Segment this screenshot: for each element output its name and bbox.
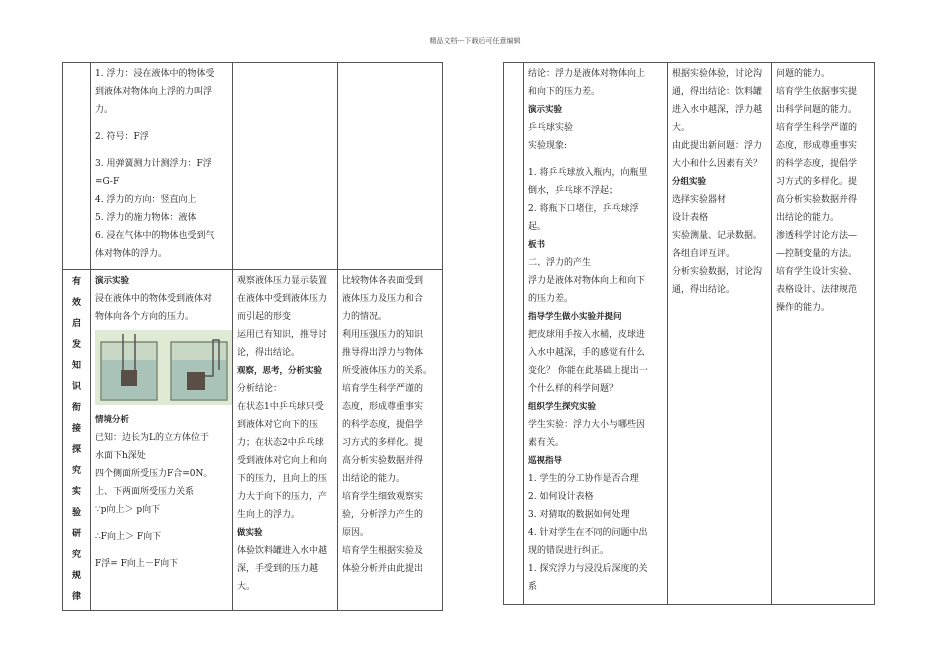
design-intent-cell: [772, 63, 875, 605]
text-line: 大。: [672, 123, 691, 133]
text-line: ∴F向上＞ F向下: [95, 532, 162, 542]
text-line: 各组自评互评。: [672, 249, 736, 259]
text-line: 3. 用弹簧测力计测浮力：F浮: [95, 159, 212, 169]
design-intent-cell: [338, 270, 443, 611]
text-line: 操作的能力。: [776, 303, 831, 313]
lesson-table-left: [62, 62, 443, 611]
text-line: 而引起的形变: [237, 312, 292, 322]
text-line: 浮力是液体对物体向上和向下: [528, 276, 646, 286]
text-line: 板书: [528, 240, 546, 250]
text-line: 1. 学生的分工协作是否合理: [528, 474, 639, 484]
text-line: 大小和什么因素有关？: [672, 159, 763, 169]
text-line: 培育学生根据实验及: [342, 546, 424, 556]
text-line: 现的错误进行纠正。: [528, 546, 610, 556]
text-line: 培育学生科学严谨的: [776, 123, 858, 133]
text-line: 高分析实验数据并得: [342, 456, 424, 466]
experiment-illustration: [95, 330, 233, 405]
text-line: 力的情况。: [342, 312, 388, 322]
text-line: 渗透科学讨论方法—: [776, 231, 858, 241]
text-line: 6. 浸在气体中的物体也受到气: [95, 231, 215, 241]
text-line: 究: [71, 550, 81, 560]
text-line: 4. 浮力的方向：竖直向上: [95, 195, 197, 205]
text-line: F浮= F向上－F向下: [95, 559, 179, 569]
text-line: [95, 146, 228, 155]
text-line: 的科学态度，提倡学: [342, 420, 424, 430]
text-line: 演示实验: [528, 105, 563, 115]
text-line: 演示实验: [95, 276, 130, 286]
text-line: 上、下两面所受压力关系: [95, 487, 195, 497]
text-line: 下的压力，且向上的压: [237, 474, 328, 484]
text-line: 论，得出结论。: [237, 348, 301, 358]
text-line: 浸在液体中的物体受到液体对: [95, 294, 213, 304]
text-line: 原因。: [342, 528, 370, 538]
text-line: 律: [71, 592, 81, 602]
text-line: 到液体对物体向上浮的力叫浮: [95, 87, 213, 97]
empty-cell: [233, 63, 338, 270]
text-line: 培育学生设计实验、: [776, 267, 858, 277]
text-line: 问题的能力。: [776, 69, 831, 79]
text-line: 1. 探究浮力与浸没后深度的关: [528, 564, 648, 574]
text-line: 2. 如何设计表格: [528, 492, 594, 502]
text-line: 习方式的多样化。提: [776, 177, 858, 187]
text-line: 素有关。: [528, 438, 565, 448]
side-cell-empty: [504, 63, 524, 605]
text-line: 研: [71, 529, 81, 539]
text-line: 培育学生科学严谨的: [342, 384, 424, 394]
text-line: 大。: [237, 582, 256, 592]
text-line: 接: [71, 424, 81, 434]
text-line: [95, 119, 228, 128]
text-line: 的科学态度，提倡学: [776, 159, 858, 169]
text-line: 实: [71, 487, 81, 497]
text-line: 观察液体压力显示装置: [237, 276, 328, 286]
text-line: 指导学生做小实验并提问: [528, 312, 622, 322]
text-line: 四个侧面所受压力F合=0N。: [95, 469, 213, 479]
text-line: 培育学生依据事实提: [776, 87, 858, 97]
text-line: 二、浮力的产生: [528, 258, 592, 268]
text-line: 设计表格: [672, 213, 709, 223]
text-line: 2. 将瓶下口堵住，乒乓球浮: [528, 204, 639, 214]
text-line: 个什么样的科学问题？: [528, 384, 619, 394]
text-line: 探: [71, 445, 81, 455]
text-line: 体对物体的浮力。: [95, 249, 168, 259]
text-line: 有: [71, 277, 81, 287]
text-line: 表格设计、法律规范: [776, 285, 858, 295]
text-line: 体验饮料罐进入水中越: [237, 546, 328, 556]
text-line: 倒水，乒乓球不浮起；: [528, 186, 619, 196]
text-line: 高分析实验数据并得: [776, 195, 858, 205]
text-line: 分析结论：: [237, 384, 283, 394]
text-line: 2. 符号：F浮: [95, 132, 149, 142]
text-line: 态度，形成尊重事实: [342, 402, 424, 412]
text-line: [528, 155, 663, 164]
text-line: 学生实验：浮力大小与哪些因: [528, 420, 646, 430]
text-line: 态度，形成尊重事实: [776, 141, 858, 151]
text-line: 情境分析: [95, 415, 130, 425]
text-line: 组织学生探究实验: [528, 402, 597, 412]
text-line: 变化？ 你能在此基础上提出一: [528, 366, 648, 376]
text-line: 所受液体压力的关系。: [342, 366, 433, 376]
text-line: 4. 针对学生在不同的问题中出: [528, 528, 648, 538]
text-line: 分析实验数据，讨论沟: [672, 267, 763, 277]
text-line: 的压力差。: [528, 294, 574, 304]
text-line: 力；在状态2中乒乓球: [237, 438, 324, 448]
teacher-activity-cell: [91, 270, 233, 611]
student-activity-cell: [668, 63, 772, 605]
text-line: 乒乓球实验: [528, 123, 574, 133]
text-line: 力。: [95, 105, 114, 115]
text-line: 发: [71, 340, 81, 350]
text-line: 结论：浮力是液体对物体向上: [528, 69, 646, 79]
section-label-cell: [63, 270, 91, 611]
text-line: 1. 将乒乓球放入瓶内，向瓶里: [528, 168, 648, 178]
text-line: 出科学问题的能力。: [776, 105, 858, 115]
text-line: ∵p向上＞ p向下: [95, 505, 161, 515]
text-line: 1. 浮力：浸在液体中的物体受: [95, 69, 215, 79]
text-line: 究: [71, 466, 81, 476]
text-line: 在状态1中乒乓球只受: [237, 402, 324, 412]
text-line: 体验分析并由此提出: [342, 564, 424, 574]
text-line: 3. 对猜取的数据如何处理: [528, 510, 630, 520]
text-line: 验，分析浮力产生的: [342, 510, 424, 520]
text-line: 力大于向下的压力，产: [237, 492, 328, 502]
text-line: 已知：边长为L的立方体位于: [95, 433, 209, 443]
text-line: 在液体中受到液体压力: [237, 294, 328, 304]
student-activity-cell: [233, 270, 338, 611]
text-line: 到液体对它向下的压: [237, 420, 319, 430]
text-line: 识: [71, 382, 81, 392]
text-line: 验: [71, 508, 81, 518]
text-line: —控制变量的方法。: [776, 249, 858, 259]
text-line: 由此提出新问题：浮力: [672, 141, 763, 151]
text-line: 分组实验: [672, 177, 707, 187]
text-line: 把皮球用手按入水桶，皮球进: [528, 330, 646, 340]
text-line: 观察，思考，分析实验: [237, 366, 323, 376]
empty-cell: [338, 63, 443, 270]
text-line: 系: [528, 582, 538, 592]
text-line: 习方式的多样化。提: [342, 438, 424, 448]
page-header: 精品文档---下载后可任意编辑: [429, 37, 521, 45]
text-line: 深，手受到的压力越: [237, 564, 319, 574]
text-line: 实验现象:: [528, 141, 568, 151]
side-cell-empty: [63, 63, 91, 270]
text-line: 培育学生细致观察实: [342, 492, 424, 502]
text-line: 生向上的浮力。: [237, 510, 301, 520]
text-line: 通，得出结论：饮料罐: [672, 87, 763, 97]
text-line: 选择实验器材: [672, 195, 727, 205]
text-line: 比较物体各表面受到: [342, 276, 424, 286]
text-line: 效: [71, 298, 81, 308]
text-line: 和向下的压力差。: [528, 87, 601, 97]
text-line: 物体向各个方向的压力。: [95, 312, 195, 322]
text-line: 规: [71, 571, 81, 581]
text-line: 推导得出浮力与物体: [342, 348, 424, 358]
text-line: 根据实验体验，讨论沟: [672, 69, 763, 79]
text-line: 5. 浮力的施力物体：液体: [95, 213, 197, 223]
text-line: =G-F: [95, 177, 120, 187]
text-line: 利用压强压力的知识: [342, 330, 424, 340]
concept-list-cell: [91, 63, 233, 270]
text-line: [95, 546, 228, 555]
text-line: 知: [71, 361, 81, 371]
text-line: 启: [71, 319, 81, 329]
text-line: 做实验: [237, 528, 263, 538]
text-line: [95, 519, 228, 528]
lesson-table-right: [503, 62, 875, 605]
text-line: 进入水中越深，浮力越: [672, 105, 763, 115]
text-line: 出结论的能力。: [342, 474, 406, 484]
text-line: 运用已有知识，推导讨: [237, 330, 328, 340]
text-line: 出结论的能力。: [776, 213, 840, 223]
text-line: 衔: [71, 403, 81, 413]
text-line: 入水中越深，手的感觉有什么: [528, 348, 646, 358]
text-line: 水面下h深处: [95, 451, 146, 461]
text-line: 巡视指导: [528, 456, 563, 466]
text-line: 受到液体对它向上和向: [237, 456, 328, 466]
text-line: 液体压力及压力和合: [342, 294, 424, 304]
text-line: 起。: [528, 222, 547, 232]
teacher-activity-cell: [524, 63, 668, 605]
text-line: 实验测量、记录数据。: [672, 231, 763, 241]
text-line: 通，得出结论。: [672, 285, 736, 295]
